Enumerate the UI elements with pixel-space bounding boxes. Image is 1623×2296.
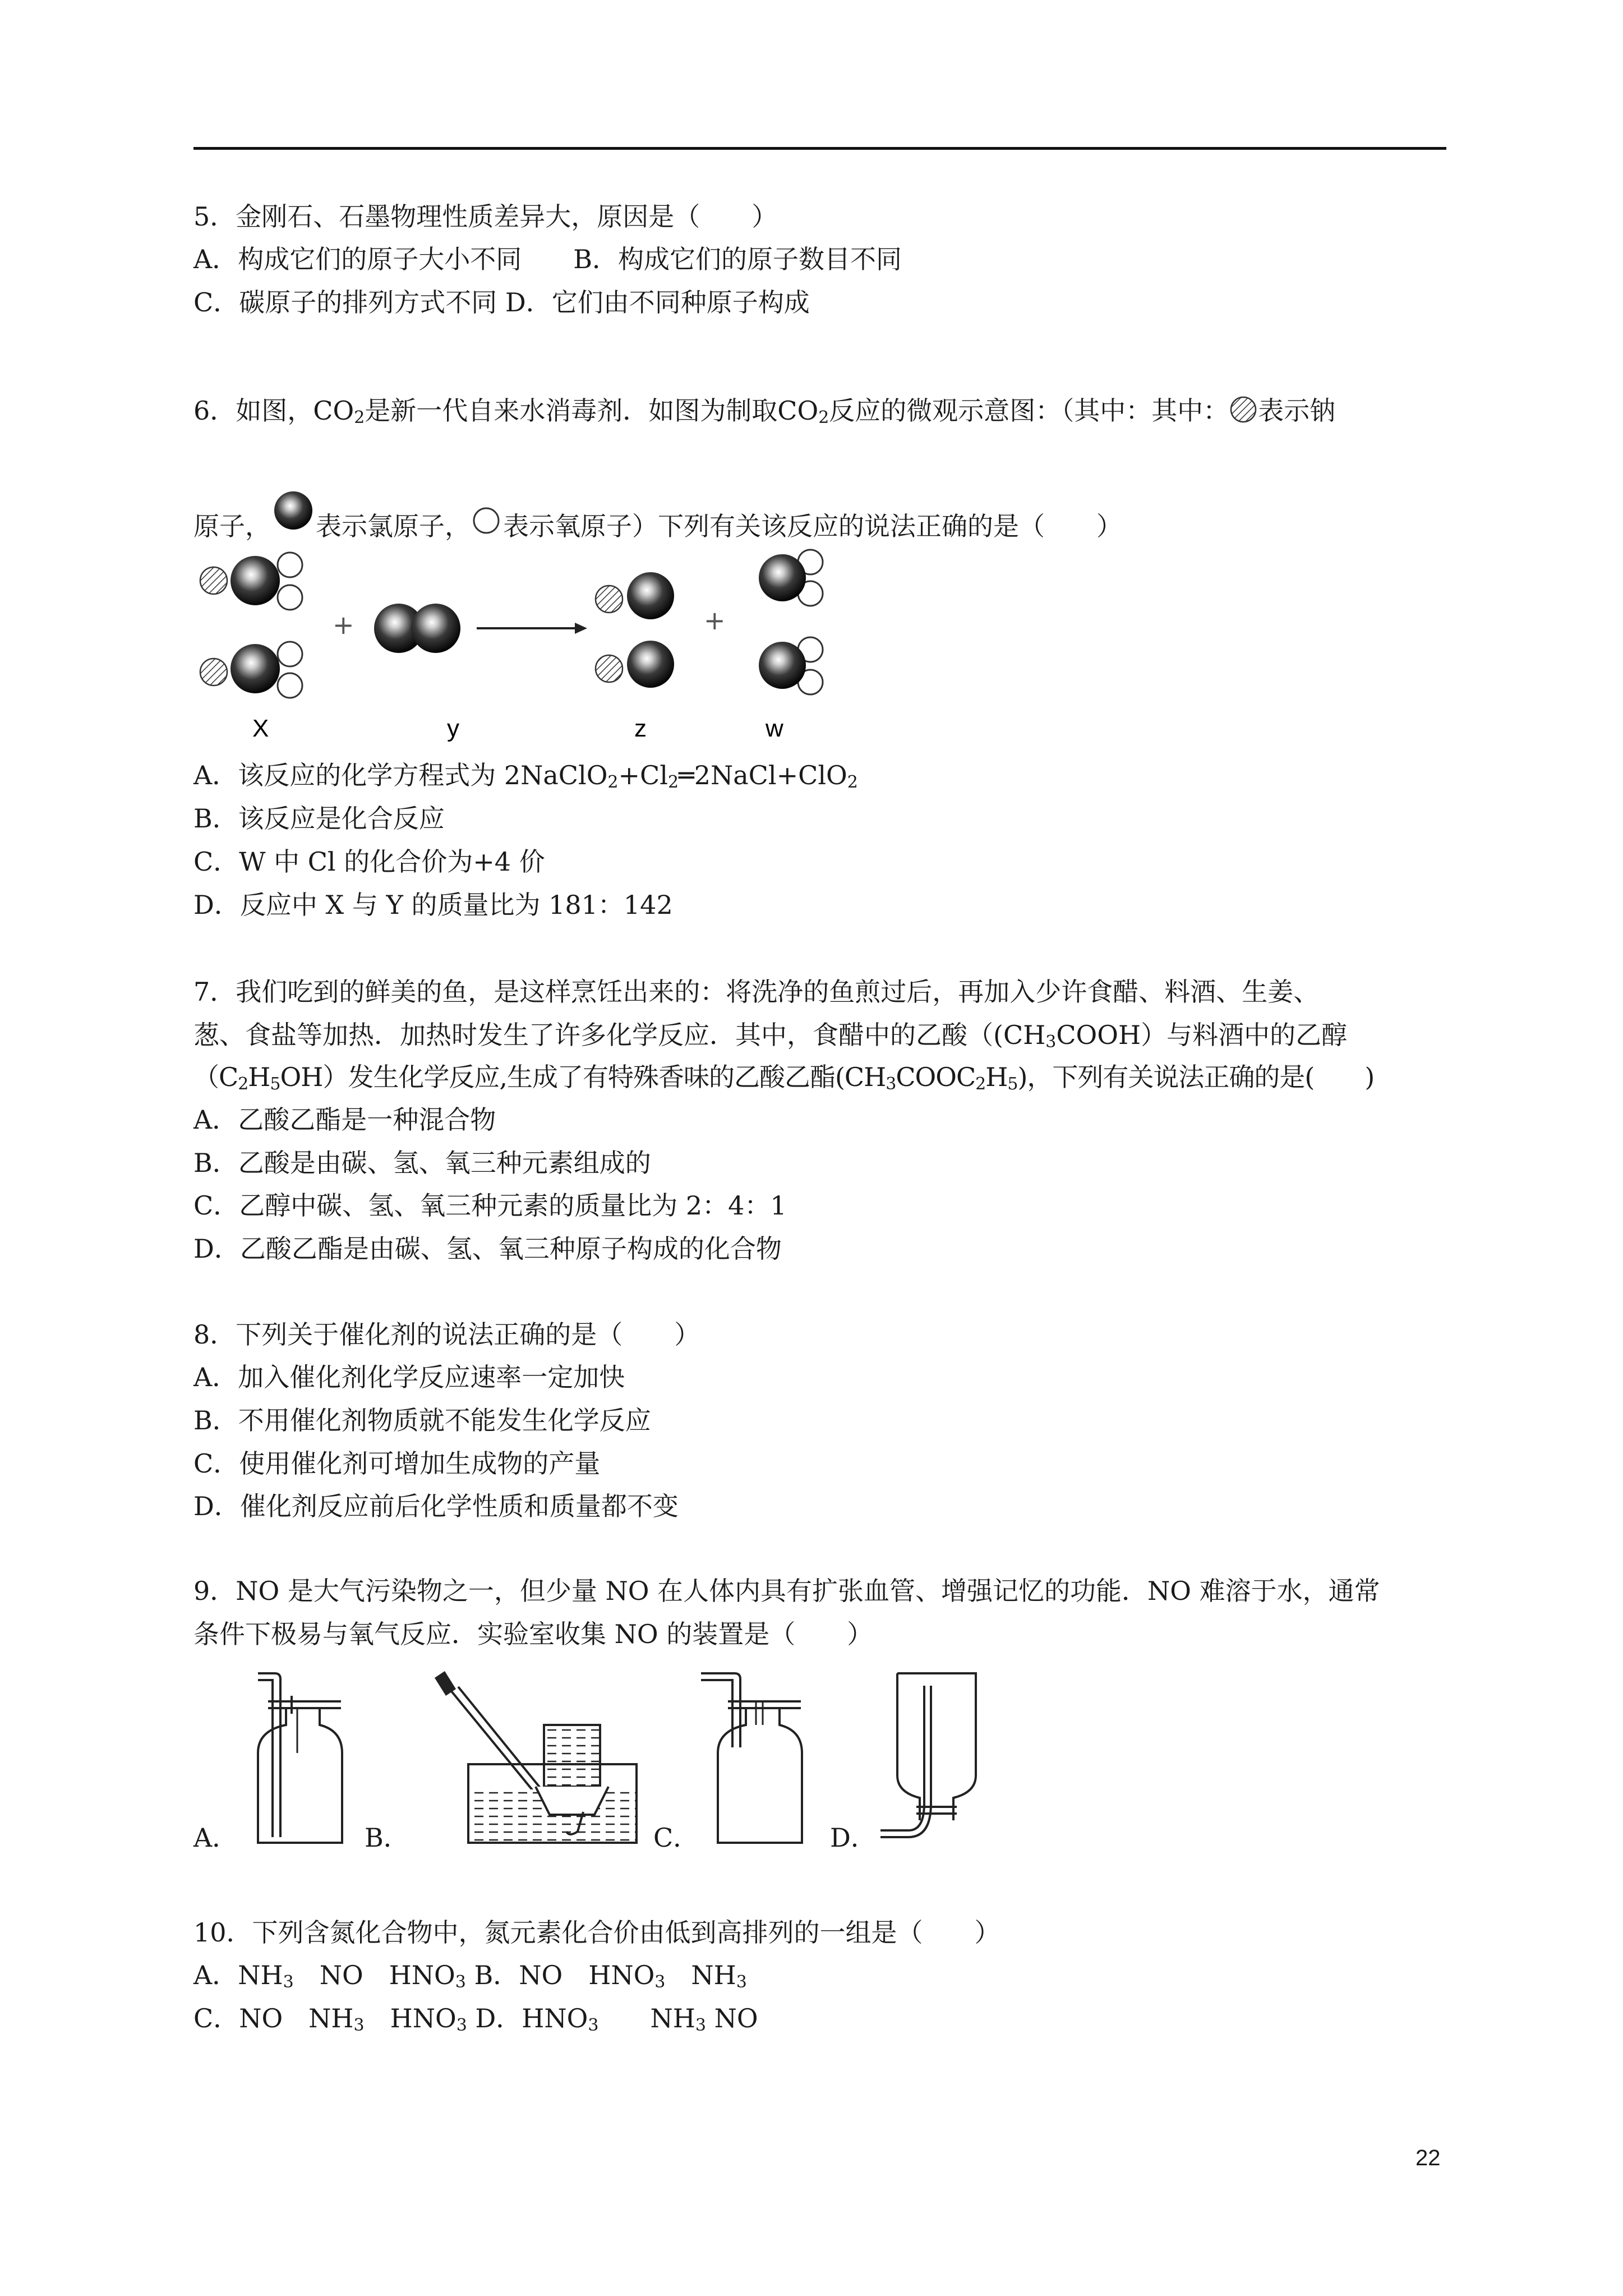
label-w: w	[766, 715, 783, 742]
apparatus-a-gas-bottle	[236, 1669, 348, 1854]
q5-option-cd: C．碳原子的排列方式不同 D．它们由不同种原子构成	[193, 287, 810, 318]
sodium-atom-icon	[1229, 395, 1258, 424]
q7-option-a: A．乙酸乙酯是一种混合物	[193, 1105, 496, 1135]
q8-option-d: D．催化剂反应前后化学性质和质量都不变	[193, 1491, 679, 1521]
q8-option-c: C．使用催化剂可增加生成物的产量	[193, 1448, 601, 1479]
q7-option-c: C．乙醇中碳、氢、氧三种元素的质量比为 2：4：1	[193, 1190, 787, 1221]
q9-stem-line2: 条件下极易与氧气反应．实验室收集 NO 的装置是（ ）	[193, 1619, 873, 1649]
q10-options-ab: A．$NH_3$ NO $HNO_3$ B．NO $HNO_3$ $NH_3$	[193, 1960, 747, 1992]
label-z: z	[634, 715, 647, 742]
q7-stem-line2: 葱、食盐等加热．加热时发生了许多化学反应．其中，食醋中的乙酸（$(CH_3COOH)$与料酒中的乙醇	[193, 1020, 1348, 1052]
q7-stem-line3: $(C_2H_5OH)$发生化学反应,生成了有特殊香味的乙酸乙酯$(CH_3COOC_2H_5)$，下列有关说法正确的是( )	[193, 1062, 1375, 1094]
q9-option-b-label: B．	[365, 1823, 409, 1853]
q6-option-d: D．反应中 X 与 Y 的质量比为 181：142	[193, 890, 673, 920]
product-w-molecule-2	[759, 637, 823, 694]
q6-option-a: A．该反应的化学方程式为 $2NaClO_2+Cl_2═2NaCl+ClO_2$	[193, 760, 858, 792]
q5-stem: 5．金刚石、石墨物理性质差异大，原因是（ ）	[193, 201, 778, 232]
product-z-molecule-1	[596, 572, 674, 619]
q8-option-b: B．不用催化剂物质就不能发生化学反应	[193, 1405, 651, 1435]
chlorine-atom-icon	[271, 490, 316, 537]
q9-option-d-label: D．	[830, 1823, 877, 1853]
apparatus-d-inverted-bottle	[875, 1669, 987, 1854]
apparatus-b-water-trough	[429, 1663, 648, 1854]
q7-option-b: B．乙酸是由碳、氢、氧三种元素组成的	[193, 1148, 651, 1178]
q6-option-b: B．该反应是化合反应	[193, 803, 445, 834]
reaction-arrow	[477, 623, 587, 634]
q6-stem-line2: 原子， 表示氯原子， 表示氧原子）下列有关该反应的说法正确的是（ ）	[193, 490, 1122, 543]
q6-stem-line1: 6．如图，$CO_2$是新一代自来水消毒剂．如图为制取$CO_2$反应的微观示意图：（其中：其中： 表示钠	[193, 395, 1336, 427]
reactant-x-molecule-2	[200, 642, 302, 698]
q7-stem-line1: 7．我们吃到的鲜美的鱼，是这样烹饪出来的：将洗净的鱼煎过后，再加入少许食醋、料酒、生姜、	[193, 977, 1320, 1007]
page-number: 22	[1415, 2146, 1441, 2170]
header-rule	[193, 147, 1446, 150]
q6-option-c: C．W 中 Cl 的化合价为+4 价	[193, 846, 545, 877]
apparatus-c-gas-bottle	[695, 1669, 808, 1854]
q5-option-ab: A．构成它们的原子大小不同 B．构成它们的原子数目不同	[193, 244, 902, 274]
q9-option-a-label: A．	[193, 1823, 238, 1853]
reaction-diagram	[193, 544, 866, 752]
label-y: y	[447, 715, 459, 742]
plus-sign-1: +	[333, 610, 354, 640]
product-w-molecule-1	[759, 550, 823, 606]
q9-stem-line1: 9．NO 是大气污染物之一，但少量 NO 在人体内具有扩张血管、增强记忆的功能．NO 难溶于水，通常	[193, 1576, 1380, 1606]
oxygen-atom-icon	[471, 506, 503, 537]
q8-stem: 8．下列关于催化剂的说法正确的是（ ）	[193, 1319, 700, 1350]
q10-stem: 10．下列含氮化合物中，氮元素化合价由低到高排列的一组是（ ）	[193, 1917, 1000, 1948]
reactant-y-molecule	[374, 604, 460, 653]
q10-options-cd: C．NO $NH_3$ $HNO_3$ D．$HNO_3$ $NH_3$ NO	[193, 2003, 758, 2035]
q8-option-a: A．加入催化剂化学反应速率一定加快	[193, 1362, 625, 1392]
reactant-x-molecule-1	[200, 553, 302, 610]
label-x: X	[252, 715, 269, 742]
plus-sign-2: +	[704, 605, 726, 636]
q7-option-d: D．乙酸乙酯是由碳、氢、氧三种原子构成的化合物	[193, 1234, 782, 1264]
product-z-molecule-2	[596, 641, 674, 688]
q9-option-c-label: C．	[653, 1823, 699, 1853]
